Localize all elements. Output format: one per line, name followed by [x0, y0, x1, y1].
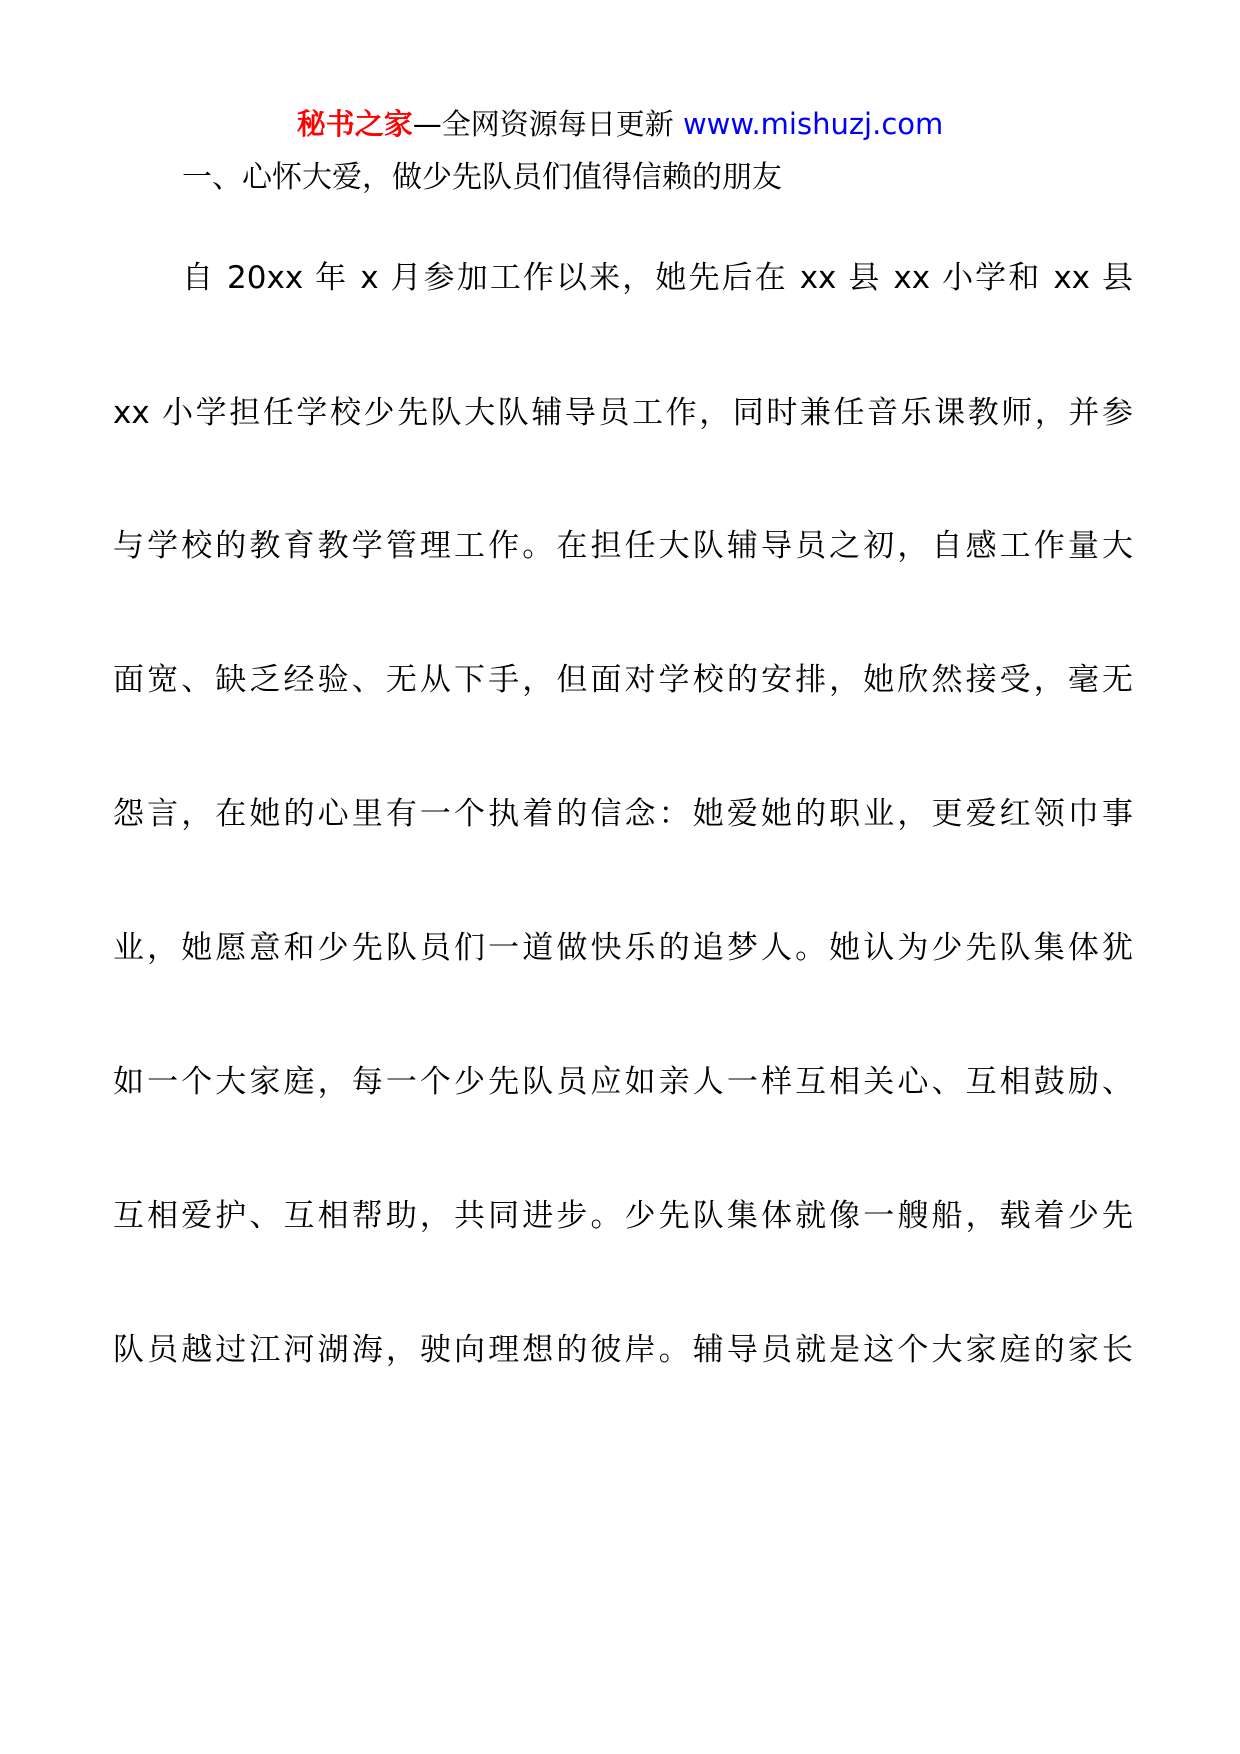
section-heading: 一、心怀大爱，做少先队员们值得信赖的朋友	[182, 160, 782, 195]
paragraph-line-8: 互相爱护、互相帮助，共同进步。少先队集体就像一艘船，载着少先	[113, 1198, 1133, 1234]
brand-name: 秘书之家	[296, 107, 413, 141]
paragraph-line-6: 业，她愿意和少先队员们一道做快乐的追梦人。她认为少先队集体犹	[113, 930, 1133, 966]
paragraph-line-2: xx 小学担任学校少先队大队辅导员工作，同时兼任音乐课教师，并参	[113, 395, 1133, 431]
site-header	[0, 104, 1240, 144]
header-tagline: —全网资源每日更新	[412, 107, 674, 141]
paragraph-line-3: 与学校的教育教学管理工作。在担任大队辅导员之初，自感工作量大	[113, 528, 1133, 564]
paragraph-line-9: 队员越过江河湖海，驶向理想的彼岸。辅导员就是这个大家庭的家长	[113, 1332, 1133, 1368]
site-url-link[interactable]: www.mishuzj.com	[682, 107, 944, 141]
paragraph-line-4: 面宽、缺乏经验、无从下手，但面对学校的安排，她欣然接受，毫无	[113, 662, 1133, 698]
paragraph-line-5: 怨言，在她的心里有一个执着的信念：她爱她的职业，更爱红领巾事	[113, 796, 1133, 832]
paragraph-line-1: 自 20xx 年 x 月参加工作以来，她先后在 xx 县 xx 小学和 xx 县	[182, 260, 1133, 296]
paragraph-line-7: 如一个大家庭，每一个少先队员应如亲人一样互相关心、互相鼓励、	[113, 1064, 1133, 1100]
